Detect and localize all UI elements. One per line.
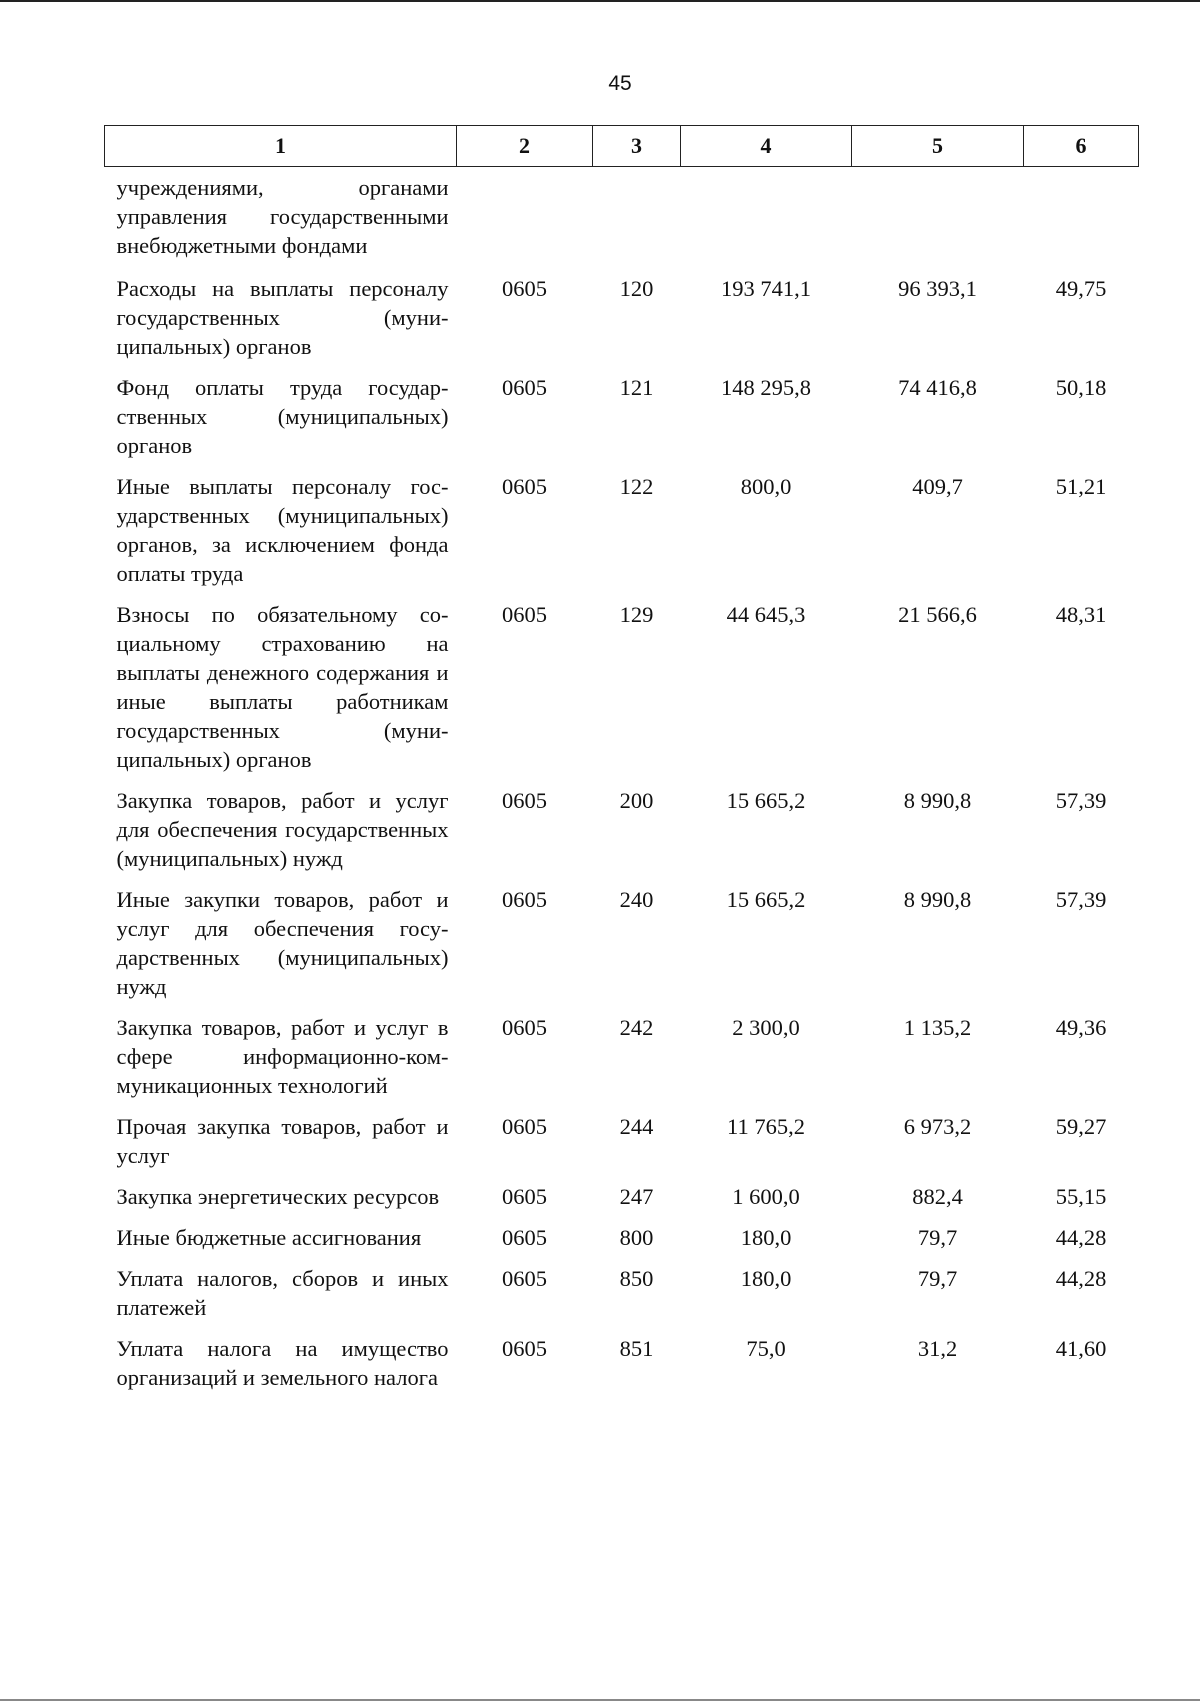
row-plan-value: 180,0: [740, 1225, 792, 1250]
row-section-code: 0605: [502, 375, 547, 400]
row-name: Фонд оплаты труда государственных (муниципальных) органов: [116, 375, 449, 458]
row-section-code: 0605: [502, 1015, 547, 1040]
row-actual-value: 21 566,6: [898, 602, 977, 627]
row-actual-value: 882,4: [912, 1184, 963, 1209]
row-actual-value: 31,2: [917, 1336, 958, 1361]
row-name: Расходы на выплаты персоналу государственных (муниципальных) органов: [116, 276, 449, 359]
row-plan-value: 800,0: [740, 474, 792, 499]
table-row: [105, 885, 1139, 1013]
row-plan-value: 11 765,2: [727, 1114, 805, 1139]
row-expense-type: 129: [619, 602, 654, 627]
row-actual-value: 409,7: [912, 474, 963, 499]
row-percent: 49,75: [1055, 276, 1107, 301]
row-name: Иные выплаты персоналу государственных (муниципальных) органов, за исключением фонда оплаты труда: [116, 474, 449, 586]
row-name: Уплата налога на имущество организаций и земельного налога: [116, 1336, 449, 1390]
page-top-edge: [0, 0, 1200, 2]
row-expense-type: 800: [619, 1225, 654, 1250]
row-expense-type: 242: [619, 1015, 654, 1040]
table-row: [105, 1013, 1139, 1112]
row-percent: 44,28: [1055, 1266, 1107, 1291]
row-plan-value: [681, 167, 852, 275]
header-col-3: 3: [593, 126, 681, 167]
row-actual-value: 79,7: [917, 1225, 958, 1250]
page-number: 45: [608, 72, 632, 95]
budget-table: [104, 125, 1139, 1404]
row-actual-value: 79,7: [917, 1266, 958, 1291]
table-row: [105, 1334, 1139, 1404]
header-col-1: 1: [105, 126, 457, 167]
table-header: [105, 126, 1139, 167]
row-name: Взносы по обязательному социальному страхованию на выплаты денежного содержания и иные выплаты работникам государственных (муниципальных) органов: [116, 602, 449, 772]
table-row: [105, 1182, 1139, 1223]
table-row: [105, 274, 1139, 373]
row-percent: 48,31: [1055, 602, 1107, 627]
row-name: Иные закупки товаров, работ и услуг для обеспечения государственных (муниципальных) нужд: [116, 887, 449, 999]
table-row: [105, 600, 1139, 786]
row-percent: 57,39: [1055, 788, 1107, 813]
row-percent: 44,28: [1055, 1225, 1107, 1250]
table-row: [105, 373, 1139, 472]
row-name: Закупка товаров, работ и услуг для обеспечения государственных (муниципальных) нужд: [116, 788, 449, 871]
row-plan-value: 44 645,3: [726, 602, 806, 627]
row-section-code: 0605: [502, 887, 547, 912]
row-expense-type: 247: [619, 1184, 654, 1209]
row-section-code: 0605: [502, 1114, 547, 1139]
row-section-code: 0605: [502, 602, 547, 627]
row-name: Уплата налогов, сборов и иных платежей: [116, 1266, 449, 1320]
row-plan-value: 15 665,2: [726, 788, 806, 813]
row-percent: [1024, 167, 1139, 275]
row-plan-value: 148 295,8: [721, 375, 811, 400]
page-bottom-edge: [0, 1699, 1200, 1701]
row-plan-value: 15 665,2: [726, 887, 806, 912]
row-actual-value: 1 135,2: [903, 1015, 972, 1040]
row-section-code: 0605: [502, 1225, 547, 1250]
row-name: Закупка товаров, работ и услуг в сфере информационно-коммуникационных технологий: [116, 1015, 449, 1098]
row-expense-type: 120: [619, 276, 654, 301]
row-plan-value: 75,0: [746, 1336, 786, 1361]
row-percent: 57,39: [1055, 887, 1107, 912]
row-expense-type: 121: [619, 375, 654, 400]
row-section-code: 0605: [502, 1266, 547, 1291]
row-actual-value: 8 990,8: [903, 788, 972, 813]
row-percent: 55,15: [1055, 1184, 1107, 1209]
row-percent: 51,21: [1055, 474, 1107, 499]
table-body: [105, 167, 1139, 1405]
row-expense-type: 200: [619, 788, 654, 813]
header-col-4: 4: [681, 126, 852, 167]
row-percent: 49,36: [1055, 1015, 1107, 1040]
table-row: [105, 1112, 1139, 1182]
header-col-2: 2: [457, 126, 593, 167]
row-expense-type: 851: [619, 1336, 654, 1361]
row-section-code: 0605: [502, 474, 547, 499]
header-col-6: 6: [1024, 126, 1139, 167]
row-section-code: [457, 167, 593, 275]
row-expense-type: 850: [619, 1266, 654, 1291]
row-percent: 59,27: [1055, 1114, 1107, 1139]
row-expense-type: [593, 167, 681, 275]
row-section-code: 0605: [502, 276, 547, 301]
row-expense-type: 240: [619, 887, 654, 912]
row-plan-value: 2 300,0: [732, 1015, 800, 1040]
row-actual-value: 96 393,1: [898, 276, 977, 301]
row-plan-value: 180,0: [740, 1266, 792, 1291]
row-name: Закупка энергетических ресурсов: [116, 1184, 440, 1209]
header-row: [105, 126, 1139, 167]
header-col-5: 5: [852, 126, 1024, 167]
row-section-code: 0605: [502, 1184, 547, 1209]
row-section-code: 0605: [502, 788, 547, 813]
row-actual-value: 6 973,2: [903, 1114, 972, 1139]
row-percent: 50,18: [1055, 375, 1107, 400]
table-row: [105, 1223, 1139, 1264]
table-row: [105, 1264, 1139, 1334]
row-section-code: 0605: [502, 1336, 547, 1361]
row-plan-value: 193 741,1: [721, 276, 811, 301]
row-percent: 41,60: [1055, 1336, 1107, 1361]
row-name: Прочая закупка товаров, работ и услуг: [116, 1114, 449, 1168]
row-expense-type: 122: [619, 474, 654, 499]
row-actual-value: 8 990,8: [903, 887, 972, 912]
row-actual-value: [852, 167, 1024, 275]
table-row: [105, 167, 1139, 275]
table-row: [105, 472, 1139, 600]
row-name: Иные бюджетные ассигнования: [116, 1225, 422, 1250]
row-name: учреждениями, органами управления государственными внебюджетными фондами: [116, 175, 449, 258]
row-actual-value: 74 416,8: [898, 375, 977, 400]
row-plan-value: 1 600,0: [732, 1184, 800, 1209]
row-expense-type: 244: [619, 1114, 654, 1139]
table-row: [105, 786, 1139, 885]
